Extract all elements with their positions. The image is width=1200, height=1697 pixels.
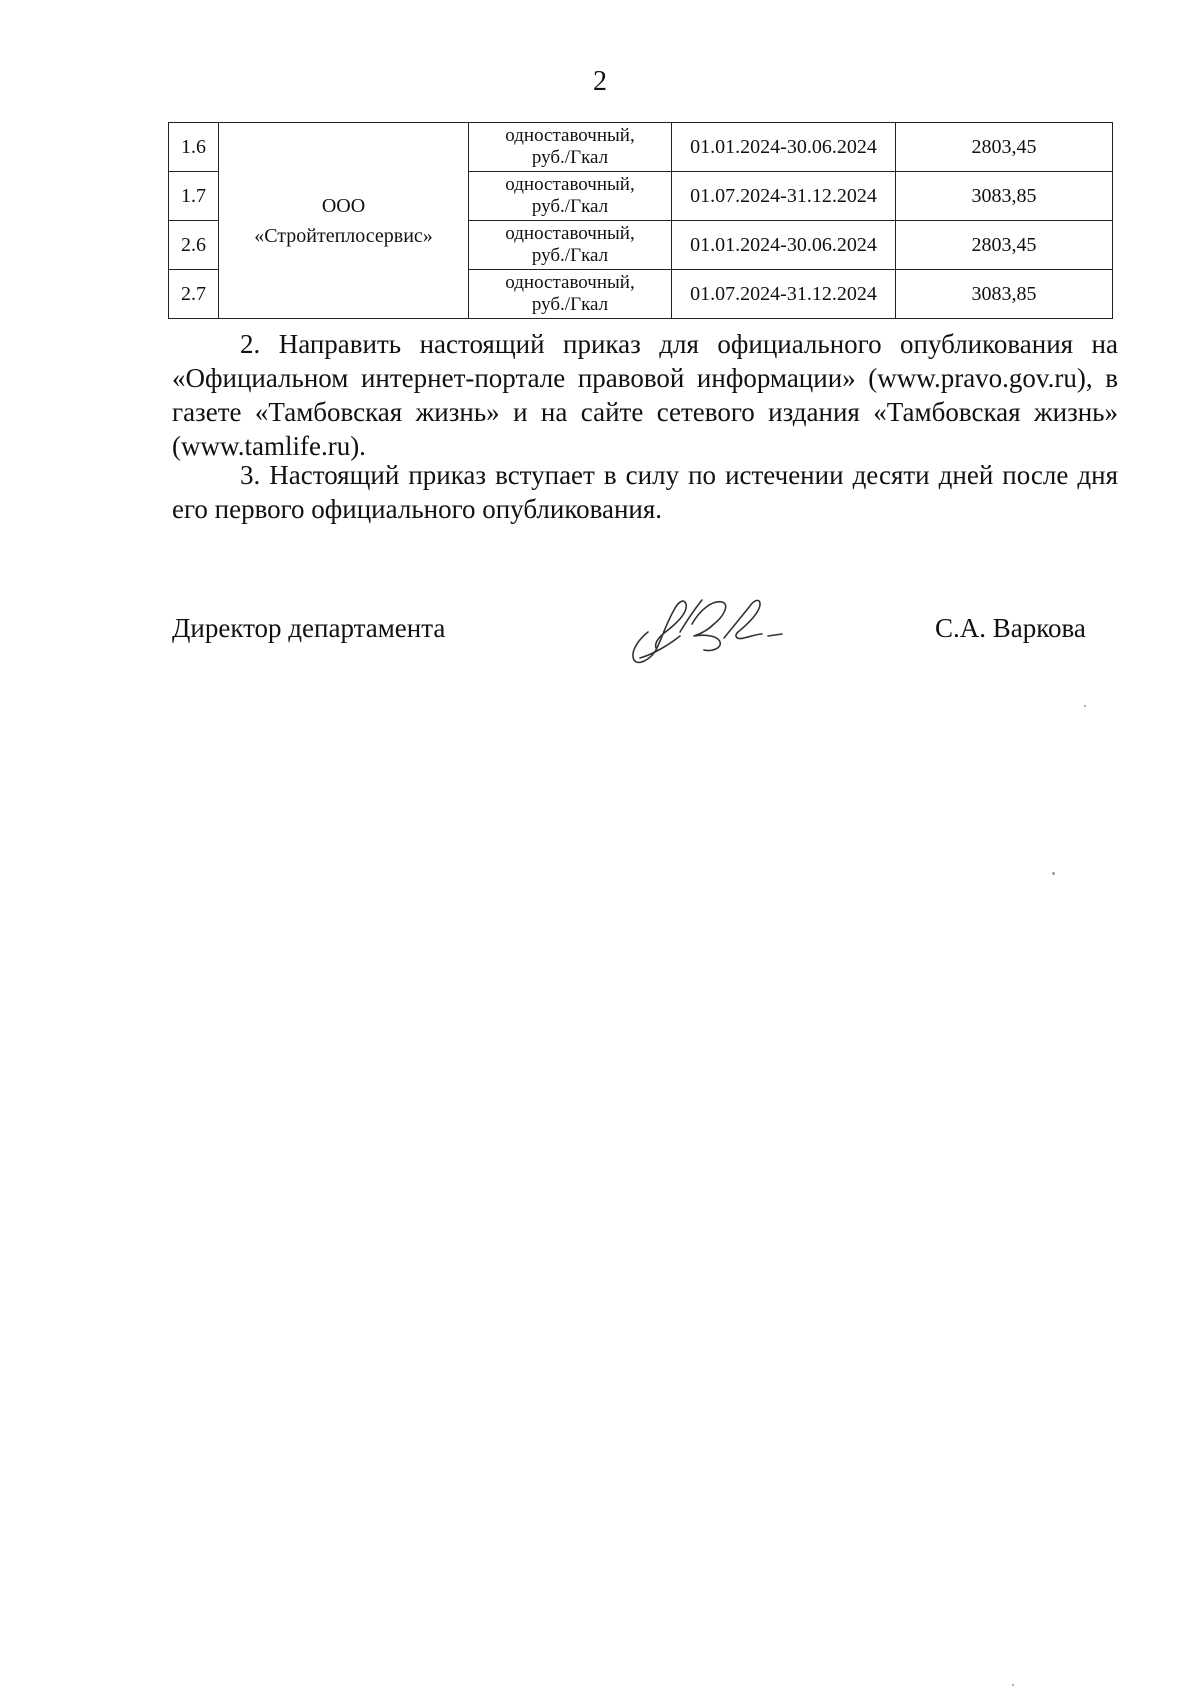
value-cell: 2803,45 — [896, 123, 1113, 172]
period-cell: 01.07.2024-31.12.2024 — [672, 172, 896, 221]
tariff-table — [168, 122, 1113, 319]
tariff-type-cell — [469, 123, 672, 172]
tariff-type-line-2: руб./Гкал — [531, 196, 609, 217]
tariff-type-line-2: руб./Гкал — [531, 245, 609, 266]
value-cell: 3083,85 — [896, 172, 1113, 221]
tariff-type-line-2: руб./Гкал — [531, 147, 609, 168]
organization-line-1: ООО — [321, 194, 366, 217]
paragraph-publication: 2. Направить настоящий приказ для официального опубликования на «Официальном интернет-портале правовой информации» (www.pravo.gov.ru), в газете «Тамбовская жизнь» и на сайте сетевого издания «Тамбовская жизнь» (www.tamlife.ru). — [172, 329, 1118, 461]
value-cell: 2803,45 — [896, 221, 1113, 270]
row-number: 2.6 — [169, 221, 219, 270]
organization-cell — [219, 123, 469, 319]
tariff-type-cell — [469, 221, 672, 270]
scan-speck — [1052, 872, 1055, 875]
tariff-type-line-2: руб./Гкал — [531, 294, 609, 315]
tariff-type-line-1: одноставочный, — [505, 223, 635, 244]
signatory-name: С.А. Варкова — [935, 613, 1086, 643]
page-number: 2 — [593, 66, 607, 97]
period-cell: 01.01.2024-30.06.2024 — [672, 221, 896, 270]
table-row — [169, 123, 1113, 172]
tariff-type-cell — [469, 172, 672, 221]
tariff-type-line-1: одноставочный, — [505, 125, 635, 146]
paragraph-effective-date: 3. Настоящий приказ вступает в силу по истечении десяти дней после дня его первого официального опубликования. — [172, 460, 1118, 524]
signatory-title: Директор департамента — [172, 613, 446, 643]
row-number: 1.7 — [169, 172, 219, 221]
tariff-type-line-1: одноставочный, — [505, 174, 635, 195]
scan-speck — [1084, 705, 1086, 707]
handwritten-signature — [620, 580, 790, 670]
tariff-type-line-1: одноставочный, — [505, 272, 635, 293]
row-number: 2.7 — [169, 270, 219, 319]
row-number: 1.6 — [169, 123, 219, 172]
period-cell: 01.01.2024-30.06.2024 — [672, 123, 896, 172]
scan-speck — [1012, 1684, 1014, 1686]
tariff-type-cell — [469, 270, 672, 319]
period-cell: 01.07.2024-31.12.2024 — [672, 270, 896, 319]
organization-line-2: «Стройтеплосервис» — [254, 224, 433, 247]
value-cell: 3083,85 — [896, 270, 1113, 319]
